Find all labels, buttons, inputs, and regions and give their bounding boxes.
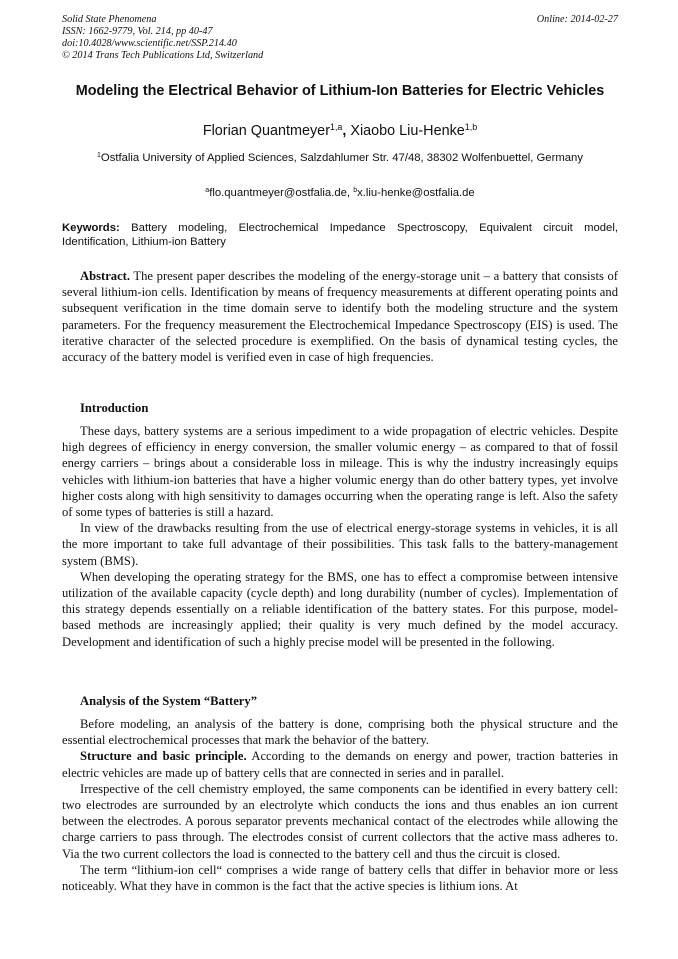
intro-paragraph-3: When developing the operating strategy for the BMS, one has to effect a compromise between intensive utilization of the available capacity (cycle depth) and long durability (number of cycles). Implementation of this strategy depends essentially on a reliable identification of the battery states. For this purpose, model-based methods are increasingly applied; their quality is very much defined by the model accuracy. Development and identification of such a highly precise model will be presented in the following. xyxy=(62,569,618,649)
author-line xyxy=(62,122,618,140)
analysis-paragraph-3: Irrespective of the cell chemistry employed, the same components can be identified in every battery cell: two electrodes are surrounded by an electrolyte which conducts the ions and thus enables an ion current between the electrodes. A porous separator prevents mechanical contact of the electrodes while allowing the charge carriers to pass through. The electrodes consist of current collectors that the active mass adheres to. Via the two current collectors the load is connected to the battery cell and thus the circuit is closed. xyxy=(62,781,618,861)
email-line xyxy=(62,185,618,201)
keywords xyxy=(62,221,618,249)
analysis-paragraph-1: Before modeling, an analysis of the battery is done, comprising both the physical structure and the essential electrochemical processes that mark the behavior of the battery. xyxy=(62,717,618,748)
analysis-heading: Analysis of the System “Battery” xyxy=(80,694,257,708)
author-1: Florian Quantmeyer xyxy=(202,123,330,139)
email-b-mark: b xyxy=(353,187,358,195)
email-a-mark: a xyxy=(205,187,210,195)
analysis-section xyxy=(62,716,618,894)
paper-title: Modeling the Electrical Behavior of Lithium-Ion Batteries for Electric Vehicles xyxy=(75,83,605,99)
author-2-affil: 1,b xyxy=(464,122,478,133)
author-separator: , xyxy=(342,123,351,139)
abstract xyxy=(62,268,618,365)
intro-paragraph-1: These days, battery systems are a serious impediment to a wide propagation of electric vehicles. Despite high degrees of efficiency in energy conversion, the smaller volumic energy – as compared to that of fossil energy carriers – brings about a considerable loss in mileage. This is why the industry increasingly equips vehicles with lithium-ion batteries that have a higher volumic energy than do other battery types, yet involve higher costs along with high sensitivity to damages occurring when the operating range is left. Also the safety of some types of batteries is still a hazard. xyxy=(62,424,618,520)
online-date: Online: 2014-02-27 xyxy=(536,14,618,25)
copyright-line: © 2014 Trans Tech Publications Ltd, Switzerland xyxy=(62,50,264,61)
analysis-paragraph-4: The term “lithium-ion cell“ comprises a wide range of battery cells that differ in behavior more or less noticeably. What they have in common is the fact that the active species is lithium ions. At xyxy=(62,862,618,894)
intro-heading: Introduction xyxy=(80,401,149,415)
analysis-paragraph-2: According to the demands on energy and power, traction batteries in electric vehicles are made up of battery cells that are connected in series and in parallel. xyxy=(62,749,619,780)
abstract-text: The present paper describes the modeling of the energy-storage unit – a battery that consists of several lithium-ion cells. Identification by means of frequency measurements at different operating points and subsequent verification in the time domain serve to identify both the modeling structure and the system parameters. For the frequency measurement the Electrochemical Impedance Spectroscopy (EIS) is used. The iterative character of the selected procedure is exemplified. On the basis of dynamical testing cycles, the accuracy of the battery model is verified even in case of high frequencies. xyxy=(62,269,618,365)
email-a: flo.quantmeyer@ostfalia.de, xyxy=(209,187,354,199)
journal-name: Solid State Phenomena xyxy=(62,14,157,25)
keywords-label: Keywords: xyxy=(62,222,120,234)
doi-line: doi:10.4028/www.scientific.net/SSP.214.40 xyxy=(62,38,237,49)
issn-line: ISSN: 1662-9779, Vol. 214, pp 40-47 xyxy=(62,26,213,37)
author-2: Xiaobo Liu-Henke xyxy=(350,123,465,139)
affiliation-text: Ostfalia University of Applied Sciences, Salzdahlumer Str. 47/48, 38302 Wolfenbuettel, Germany xyxy=(100,152,583,164)
intro-section xyxy=(62,423,618,650)
keywords-text: Battery modeling, Electrochemical Impedance Spectroscopy, Equivalent circuit model, Identification, Lithium-ion Battery xyxy=(62,222,618,248)
affiliation-mark: 1 xyxy=(97,152,101,160)
email-b: x.liu-henke@ostfalia.de xyxy=(357,187,475,199)
author-1-affil: 1,a xyxy=(329,122,343,133)
abstract-label: Abstract. xyxy=(80,269,131,283)
journal-header xyxy=(62,14,618,62)
intro-paragraph-2: In view of the drawbacks resulting from the use of electrical energy-storage systems in vehicles, it is all the more important to take full advantage of their possibilities. This task falls to the battery-management system (BMS). xyxy=(62,521,618,568)
affiliation xyxy=(62,150,618,166)
structure-label: Structure and basic principle. xyxy=(80,749,247,764)
